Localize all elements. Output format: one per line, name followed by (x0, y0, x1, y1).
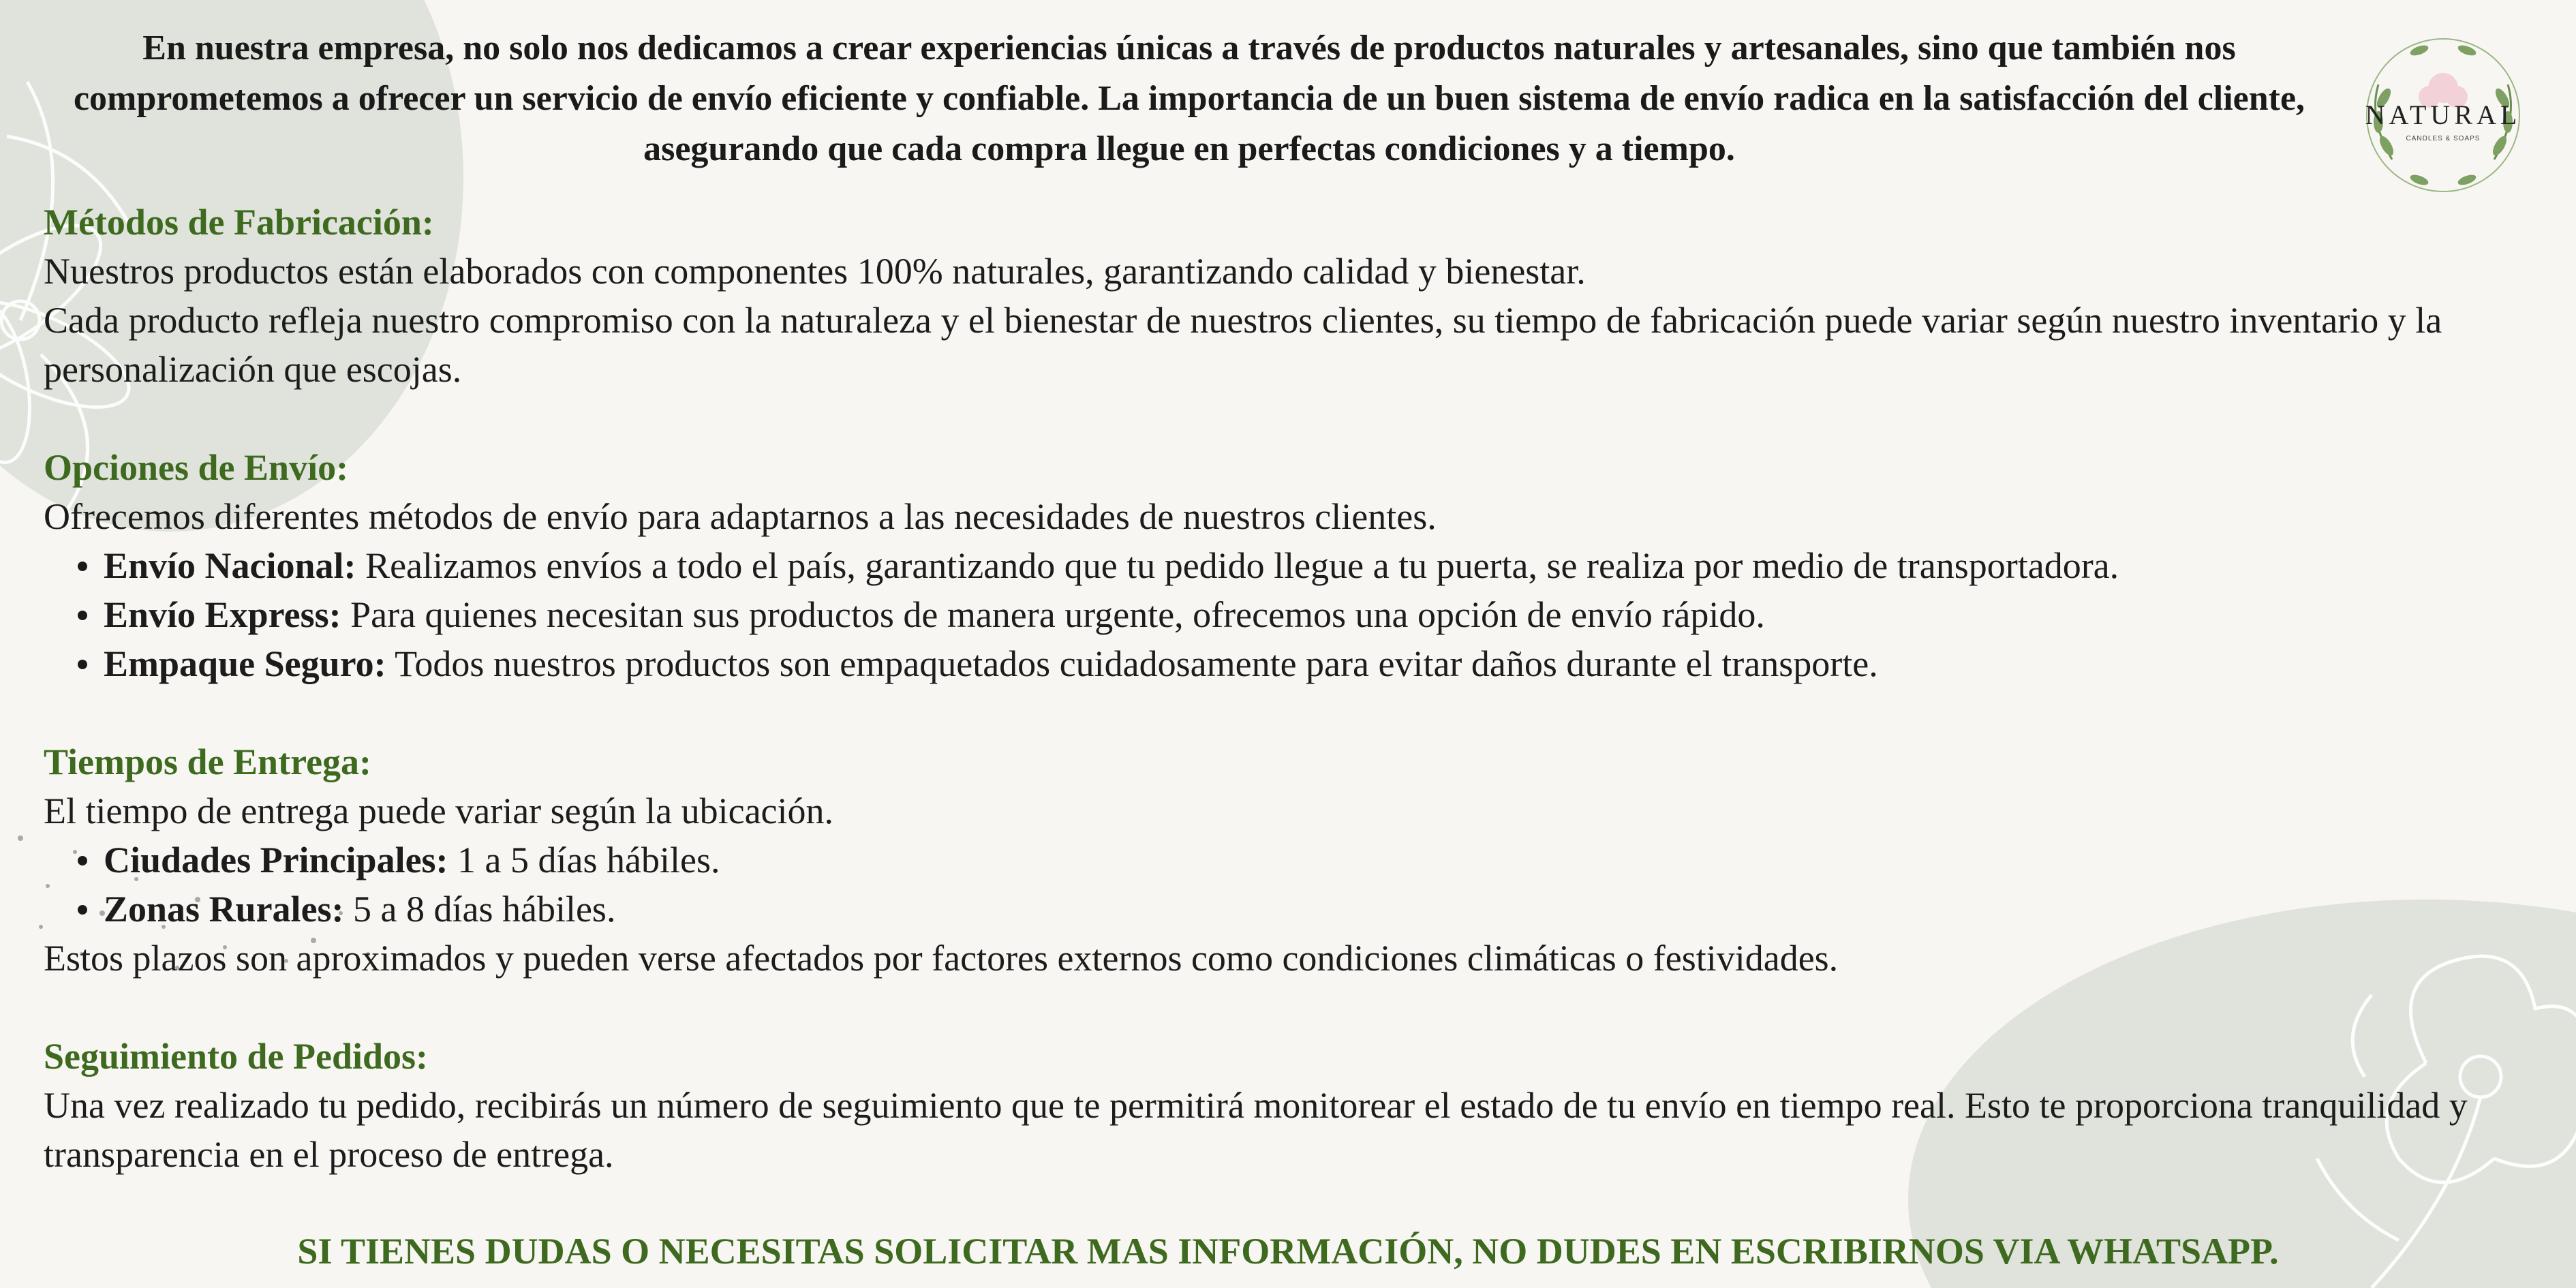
list-item-text: Todos nuestros productos son empaquetados cuidadosamente para evitar daños durante el transporte. (386, 643, 1878, 684)
list-item-term: Envío Nacional: (104, 545, 356, 586)
entrega-list (44, 835, 2531, 934)
envio-intro: Ofrecemos diferentes métodos de envío para adaptarnos a las necesidades de nuestros clientes. (44, 496, 1437, 537)
section-title-seguimiento: Seguimiento de Pedidos: (44, 1036, 429, 1077)
list-item-text: Realizamos envíos a todo el país, garantizando que tu pedido llegue a tu puerta, se realiza por medio de transportadora. (356, 545, 2119, 586)
envio-list (44, 541, 2531, 688)
list-item (104, 590, 2531, 639)
intro-paragraph: En nuestra empresa, no solo nos dedicamos a crear experiencias únicas a través de productos naturales y artesanales, sino que también nos comprometemos a ofrecer un servicio de envío eficiente y confiable. La importancia de un buen sistema de envío radica en la satisfacción del cliente, asegurando que cada compra llegue en perfectas condiciones y a tiempo. (73, 29, 2305, 168)
list-item-text: Para quienes necesitan sus productos de manera urgente, ofrecemos una opción de envío rápido. (341, 594, 1765, 635)
seguimiento-paragraph: Una vez realizado tu pedido, recibirás un número de seguimiento que te permitirá monitorear el estado de tu envío en tiempo real. Esto te proporciona tranquilidad y transparencia en el proceso de entrega. (44, 1085, 2468, 1175)
natural-logo (2351, 23, 2535, 207)
logo-tagline: CANDLES & SOAPS (2406, 135, 2481, 142)
list-item-text: 1 a 5 días hábiles. (448, 840, 720, 880)
fabricacion-paragraph-2: Cada producto refleja nuestro compromiso con la naturaleza y el bienestar de nuestros clientes, su tiempo de fabricación puede variar según nuestro inventario y la personalización que escojas. (44, 300, 2442, 390)
entrega-intro: El tiempo de entrega puede variar según la ubicación. (44, 791, 834, 831)
section-title-envio: Opciones de Envío: (44, 447, 349, 488)
list-item (104, 835, 2531, 885)
list-item-term: Zonas Rurales: (104, 889, 344, 930)
body-sections (44, 198, 2531, 1179)
list-item-term: Empaque Seguro: (104, 643, 386, 684)
list-item-text: 5 a 8 días hábiles. (343, 889, 616, 930)
spacer (44, 394, 2531, 443)
list-item (104, 885, 2531, 934)
list-item (104, 639, 2531, 688)
spacer (44, 688, 2531, 737)
logo-word: NATURAL (2365, 99, 2521, 130)
whatsapp-cta: SI TIENES DUDAS O NECESITAS SOLICITAR MAS INFORMACIÓN, NO DUDES EN ESCRIBIRNOS VIA WHATSAPP. (297, 1231, 2279, 1272)
list-item (104, 541, 2531, 590)
fabricacion-paragraph-1: Nuestros productos están elaborados con componentes 100% naturales, garantizando calidad y bienestar. (44, 251, 1586, 292)
spacer (44, 983, 2531, 1032)
section-title-fabricacion: Métodos de Fabricación: (44, 202, 434, 243)
list-item-term: Ciudades Principales: (104, 840, 448, 880)
section-title-entrega: Tiempos de Entrega: (44, 741, 372, 782)
list-item-term: Envío Express: (104, 594, 341, 635)
entrega-note: Estos plazos son aproximados y pueden verse afectados por factores externos como condiciones climáticas o festividades. (44, 938, 1839, 979)
